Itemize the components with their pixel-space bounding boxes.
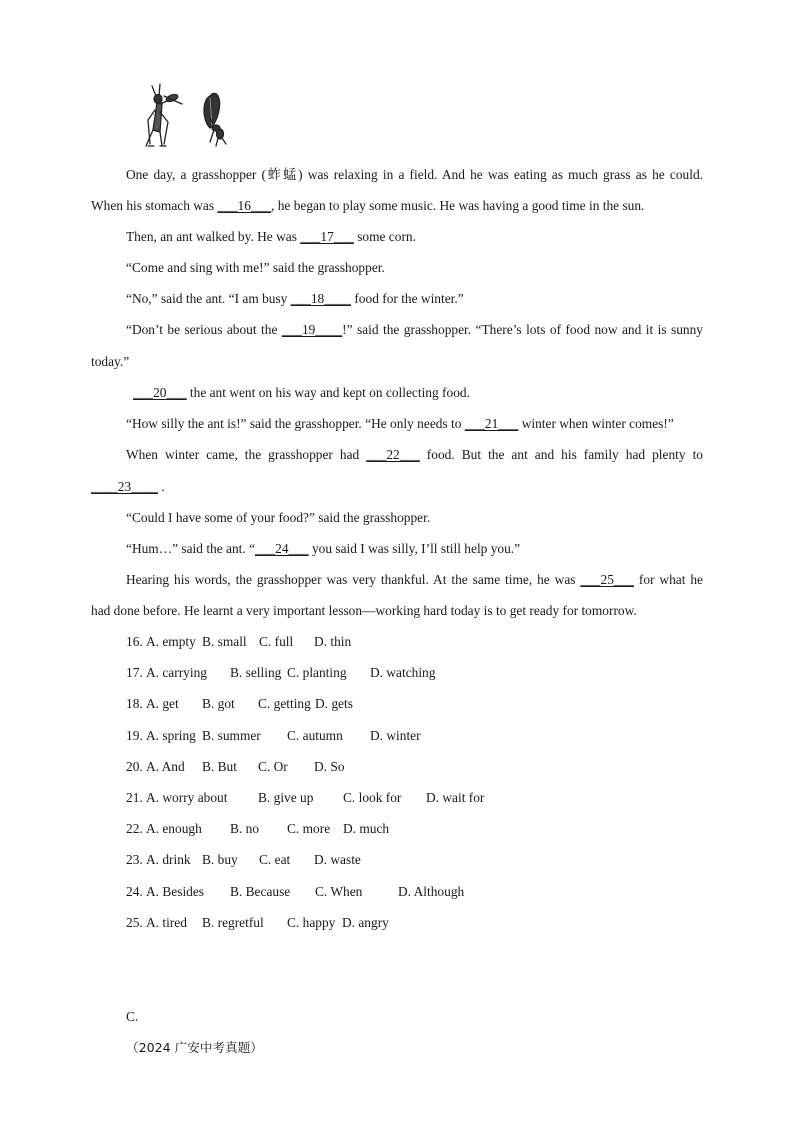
- passage-line: [133, 383, 470, 403]
- blank-23: ____23____: [91, 479, 158, 494]
- answer-option: D. much: [343, 821, 390, 836]
- passage-text: had done before. He learnt a very important lesson—working hard today is to get ready for tomorrow.: [91, 603, 637, 618]
- passage-text: “Don’t be serious about the: [126, 322, 282, 337]
- passage-text: the ant went on his way and kept on collecting food.: [186, 385, 470, 400]
- blank-21: ___21___: [464, 416, 519, 431]
- blank-22: ___22___: [366, 447, 420, 462]
- question-number: 20.: [126, 759, 143, 774]
- passage-line: [126, 289, 464, 309]
- passage-line: [91, 196, 644, 216]
- passage-line: [126, 570, 703, 590]
- passage-text: Then, an ant walked by. He was: [126, 229, 301, 244]
- answer-option: A. get: [146, 696, 179, 711]
- answer-option: A. carrying: [146, 665, 207, 680]
- blank-25: ___25___: [580, 572, 634, 587]
- blank-19: ___19____: [281, 322, 343, 337]
- passage-text: today.”: [91, 354, 130, 369]
- answer-option: A. Besides: [146, 884, 205, 899]
- answer-option: D. winter: [370, 728, 421, 743]
- answer-option: C. planting: [287, 665, 347, 680]
- passage-text: you said I was silly, I’ll still help you.”: [308, 541, 521, 556]
- answer-option: D. thin: [314, 634, 352, 649]
- passage-text: food for the winter.”: [351, 291, 464, 306]
- passage-text: Hearing his words, the grasshopper was very thankful. At the same time, he was: [126, 572, 581, 587]
- passage-line: [126, 414, 674, 434]
- passage-text: “No,” said the ant. “I am busy: [126, 291, 291, 306]
- answer-option: C. autumn: [287, 728, 343, 743]
- answer-option: D. watching: [370, 665, 436, 680]
- passage-text: for what he: [633, 572, 703, 587]
- answer-option: B. Because: [230, 884, 291, 899]
- passage-line: [126, 227, 416, 247]
- passage-line: [91, 601, 637, 621]
- grasshopper-with-violin-icon: [146, 84, 182, 146]
- blank-18: ___18____: [290, 291, 351, 306]
- passage-text: When his stomach was: [91, 198, 218, 213]
- answer-option: C. look for: [343, 790, 402, 805]
- answer-option: B. small: [202, 634, 247, 649]
- question-number: 25.: [126, 915, 143, 930]
- passage-text: “Come and sing with me!” said the grasshopper.: [126, 260, 385, 275]
- passage-text: , he began to play some music. He was having a good time in the sun.: [271, 198, 645, 213]
- passage-line: [126, 445, 703, 465]
- answer-option: D. gets: [315, 696, 353, 711]
- answer-option: C. When: [315, 884, 363, 899]
- passage-text: “Hum…” said the ant. “: [126, 541, 256, 556]
- passage-text: !” said the grasshopper. “There’s lots of food now and it is sunny: [342, 322, 704, 337]
- blank-17: ___17___: [300, 229, 354, 244]
- answer-option: C. happy: [287, 915, 336, 930]
- passage-text: One day, a grasshopper (蚱蜢) was relaxing in a field. And he was eating as much grass as he could.: [126, 167, 703, 182]
- question-number: 24.: [126, 884, 143, 899]
- passage-text: When winter came, the grasshopper had: [126, 447, 367, 462]
- question-number: 18.: [126, 696, 143, 711]
- answer-option: B. summer: [202, 728, 261, 743]
- answer-option: D. waste: [314, 852, 361, 867]
- passage-line: [126, 320, 703, 340]
- story-illustration: [138, 82, 230, 150]
- answer-option: B. buy: [202, 852, 238, 867]
- passage-text: food. But the ant and his family had plenty to: [419, 447, 703, 462]
- answer-option: B. no: [230, 821, 260, 836]
- answer-option: A. And: [146, 759, 185, 774]
- section-label: C.: [126, 1009, 139, 1024]
- question-number: 16.: [126, 634, 143, 649]
- passage-line: [126, 258, 385, 278]
- passage-line: [126, 539, 520, 559]
- answer-option: D. Although: [398, 884, 465, 899]
- answer-option: A. drink: [146, 852, 191, 867]
- passage-line: [91, 352, 129, 372]
- answer-option: C. more: [287, 821, 331, 836]
- answer-option: A. spring: [146, 728, 196, 743]
- question-number: 17.: [126, 665, 143, 680]
- answer-option: C. eat: [259, 852, 291, 867]
- answer-option: B. selling: [230, 665, 282, 680]
- answer-option: A. worry about: [146, 790, 228, 805]
- answer-option: B. got: [202, 696, 235, 711]
- passage-line: [126, 508, 430, 528]
- question-number: 21.: [126, 790, 143, 805]
- blank-20: ___20___: [133, 385, 187, 400]
- answer-option: D. So: [314, 759, 345, 774]
- question-number: 22.: [126, 821, 143, 836]
- passage-text: “How silly the ant is!” said the grasshopper. “He only needs to: [126, 416, 465, 431]
- section-source: （2024 广安中考真题）: [126, 1040, 263, 1055]
- answer-option: D. wait for: [426, 790, 485, 805]
- question-number: 19.: [126, 728, 143, 743]
- passage-text: .: [157, 479, 165, 494]
- answer-option: A. tired: [146, 915, 187, 930]
- passage-text: “Could I have some of your food?” said the grasshopper.: [126, 510, 431, 525]
- blank-16: ___16___: [217, 198, 272, 213]
- passage-line: [91, 477, 165, 497]
- answer-option: B. But: [202, 759, 237, 774]
- answer-option: B. give up: [258, 790, 314, 805]
- passage-line: [126, 165, 703, 185]
- answer-option: C. Or: [258, 759, 288, 774]
- passage-text: some corn.: [353, 229, 416, 244]
- answer-option: C. full: [259, 634, 294, 649]
- ant-carrying-leaf-icon: [204, 93, 226, 146]
- blank-24: ___24___: [255, 541, 309, 556]
- answer-option: C. getting: [258, 696, 311, 711]
- answer-option: B. regretful: [202, 915, 264, 930]
- answer-option: A. empty: [146, 634, 196, 649]
- answer-option: A. enough: [146, 821, 202, 836]
- passage-text: winter when winter comes!”: [518, 416, 674, 431]
- answer-option: D. angry: [342, 915, 389, 930]
- question-number: 23.: [126, 852, 143, 867]
